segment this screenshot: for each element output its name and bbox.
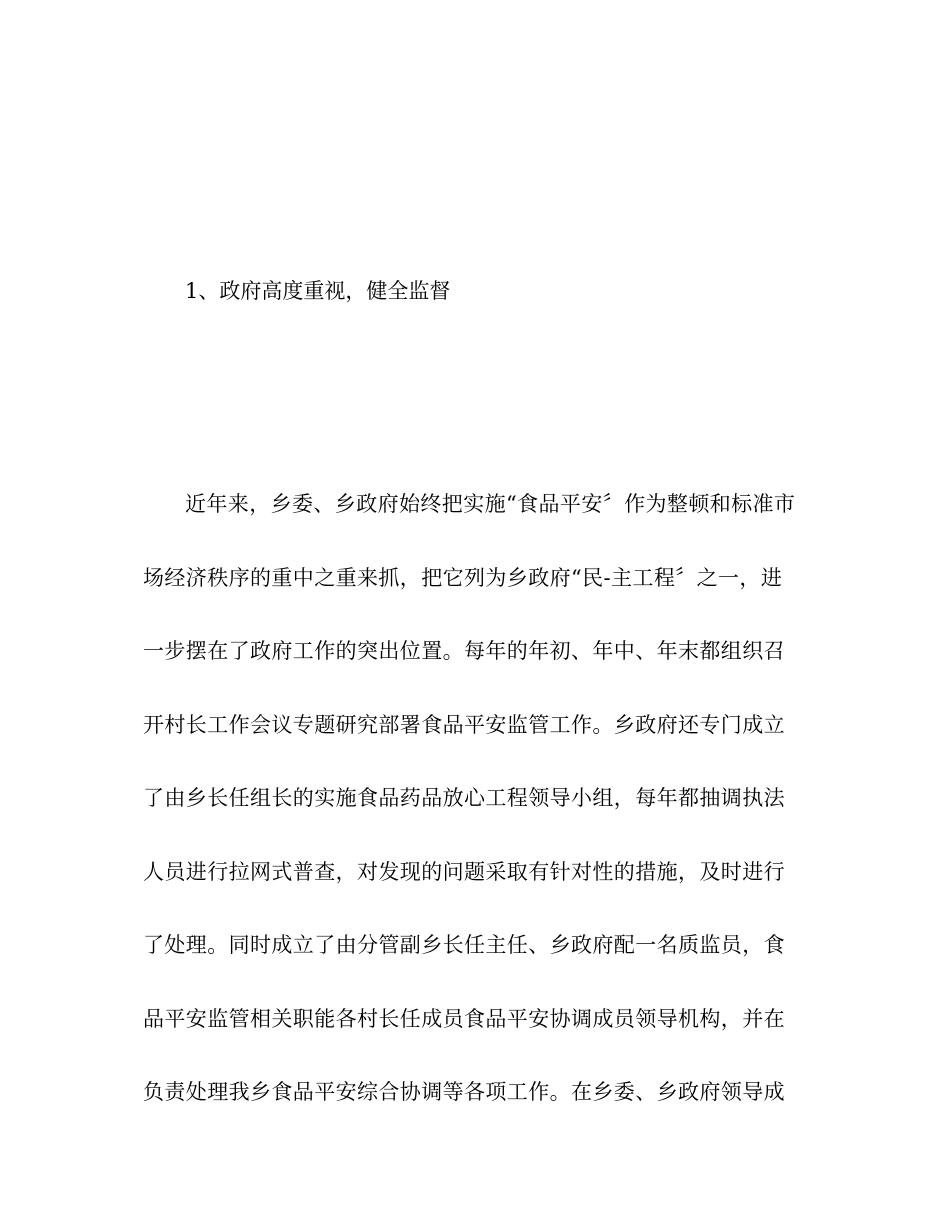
paragraph-line: 了由乡长任组长的实施食品药品放心工程领导小组，每年都抽调执法 (143, 786, 785, 810)
paragraph-line: 了处理。同时成立了由分管副乡长任主任、乡政府配一名质监员，食 (143, 933, 785, 957)
paragraph-line: 品平安监管相关职能各村长任成员食品平安协调成员领导机构，并在 (143, 1006, 785, 1031)
paragraph-line: 一步摆在了政府工作的突出位置。每年的年初、年中、年末都组织召 (143, 639, 785, 663)
paragraph-line: 负责处理我乡食品平安综合协调等各项工作。在乡委、乡政府领导成 (143, 1080, 785, 1104)
body-paragraph (143, 489, 823, 1151)
paragraph-line: 人员进行拉网式普查，对发现的问题采取有针对性的措施，及时进行 (143, 859, 785, 884)
paragraph-line: 开村长工作会议专题研究部署食品平安监管工作。乡政府还专门成立 (143, 712, 785, 737)
section-heading: 1、政府高度重视，健全监督 (185, 279, 451, 303)
paragraph-line: 场经济秩序的重中之重来抓，把它列为乡政府“民-主工程〞之一，进 (143, 565, 783, 590)
paragraph-line: 近年来，乡委、乡政府始终把实施“食品平安〞作为整顿和标准市 (185, 492, 796, 516)
